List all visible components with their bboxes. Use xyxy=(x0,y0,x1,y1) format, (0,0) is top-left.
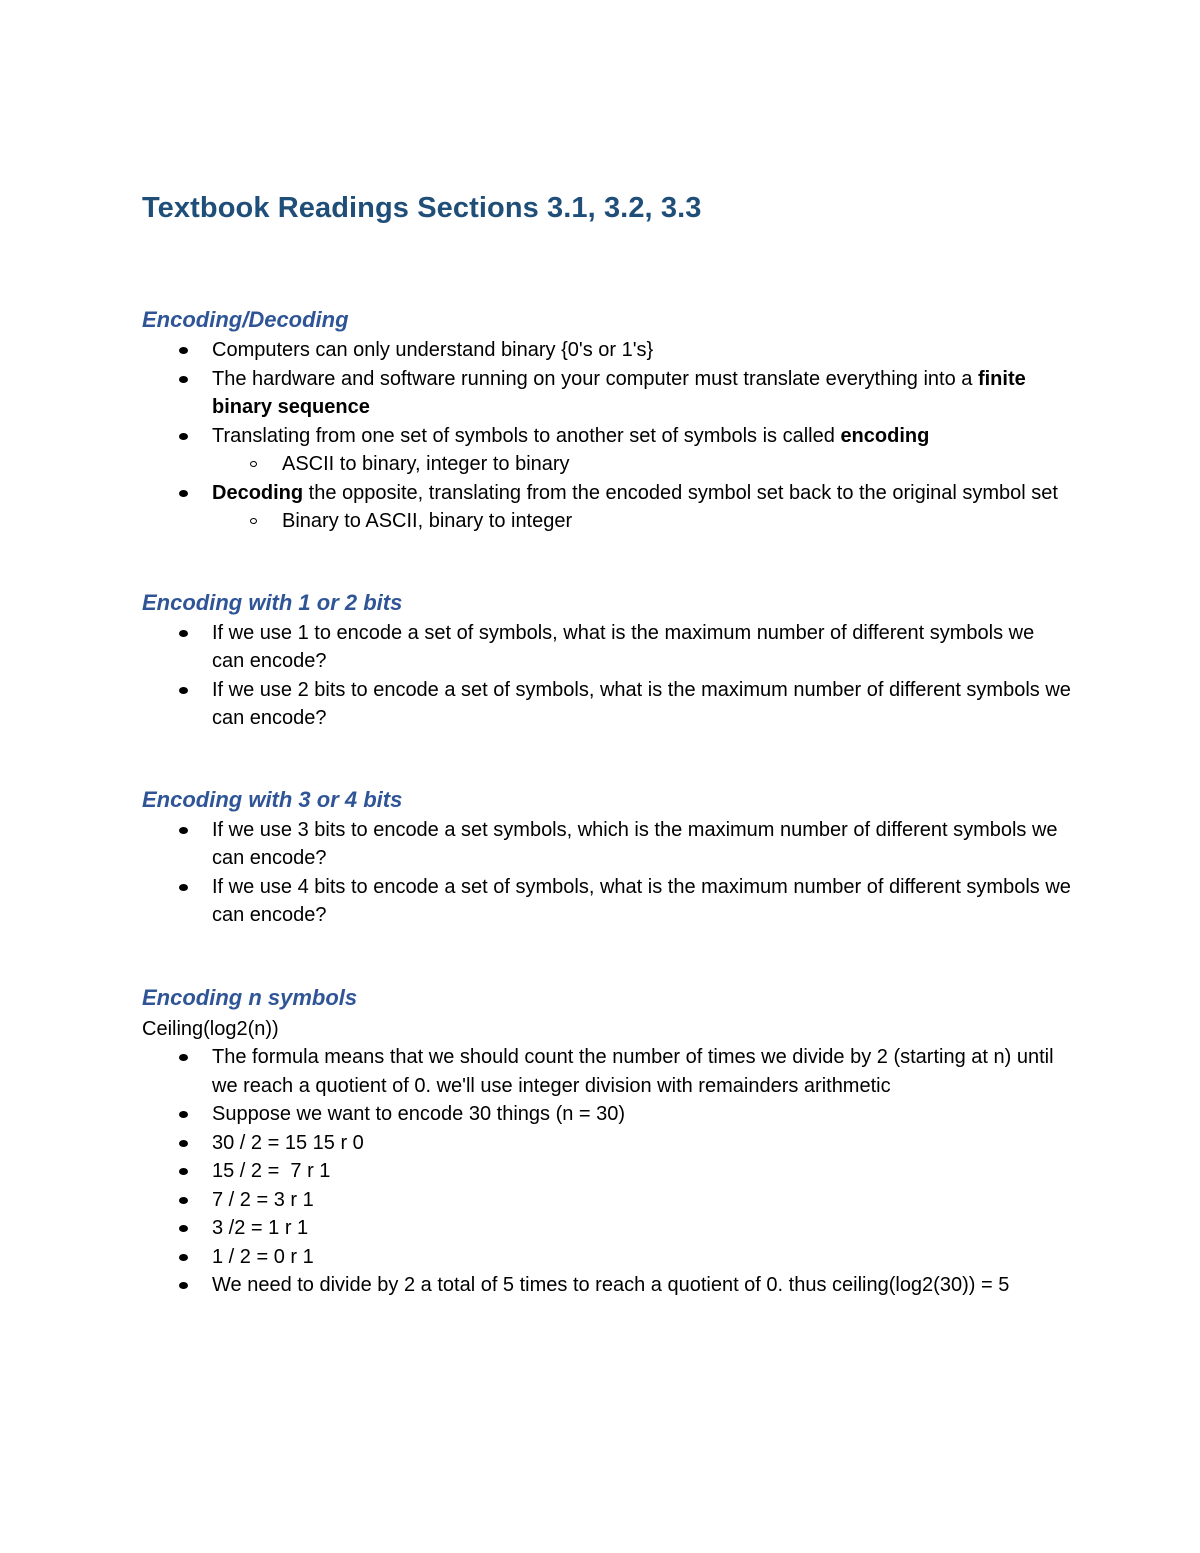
document-page xyxy=(142,188,1072,1300)
list-item: If we use 1 to encode a set of symbols, what is the maximum number of different symbols we can encode? xyxy=(142,619,1072,676)
bullet-icon xyxy=(179,1054,188,1061)
list-item: Translating from one set of symbols to another set of symbols is called encoding ASCII to binary, integer to binary xyxy=(142,422,1072,479)
bullet-icon xyxy=(179,1111,188,1118)
bullet-icon xyxy=(179,827,188,834)
list-item: 30 / 2 = 15 15 r 0 xyxy=(142,1129,1072,1158)
bullet-icon xyxy=(179,1254,188,1261)
list-item: Decoding the opposite, translating from the encoded symbol set back to the original symbol set Binary to ASCII, binary to integer xyxy=(142,479,1072,536)
circle-bullet-icon xyxy=(250,461,257,467)
sub-list xyxy=(212,450,1072,479)
list-item: 7 / 2 = 3 r 1 xyxy=(142,1186,1072,1215)
list-item: 3 /2 = 1 r 1 xyxy=(142,1214,1072,1243)
bullet-icon xyxy=(179,687,188,694)
page-title: Textbook Readings Sections 3.1, 3.2, 3.3 xyxy=(142,192,702,224)
list-item: If we use 4 bits to encode a set of symbols, what is the maximum number of different symbols we can encode? xyxy=(142,873,1072,930)
circle-bullet-icon xyxy=(250,518,257,524)
bullet-icon xyxy=(179,433,188,440)
encoding-3-4-bits-list xyxy=(142,816,1072,930)
list-item: The hardware and software running on your computer must translate everything into a finite binary sequence xyxy=(142,365,1072,422)
section-heading-encoding-n-symbols: Encoding n symbols xyxy=(142,984,358,1010)
list-item: If we use 2 bits to encode a set of symbols, what is the maximum number of different symbols we can encode? xyxy=(142,676,1072,733)
bullet-icon xyxy=(179,347,188,354)
sub-list-item: Binary to ASCII, binary to integer xyxy=(212,507,1072,536)
list-item: Suppose we want to encode 30 things (n = 30) xyxy=(142,1100,1072,1129)
list-item: We need to divide by 2 a total of 5 times to reach a quotient of 0. thus ceiling(log2(30)) = 5 xyxy=(142,1271,1072,1300)
bullet-icon xyxy=(179,1225,188,1232)
bullet-icon xyxy=(179,884,188,891)
bullet-icon xyxy=(179,1140,188,1147)
bullet-icon xyxy=(179,1168,188,1175)
sub-list xyxy=(212,507,1072,536)
formula-text: Ceiling(log2(n)) xyxy=(142,1017,279,1040)
list-item: Computers can only understand binary {0's or 1's} xyxy=(142,336,1072,365)
section-heading-encoding-3-4-bits: Encoding with 3 or 4 bits xyxy=(142,786,403,812)
list-item: If we use 3 bits to encode a set symbols, which is the maximum number of different symbols we can encode? xyxy=(142,816,1072,873)
section-heading-encoding-1-2-bits: Encoding with 1 or 2 bits xyxy=(142,589,403,615)
encoding-n-symbols-list xyxy=(142,1043,1072,1300)
bullet-icon xyxy=(179,490,188,497)
list-item: The formula means that we should count the number of times we divide by 2 (starting at n) until we reach a quotient of 0. we'll use integer division with remainders arithmetic xyxy=(142,1043,1072,1100)
bullet-icon xyxy=(179,630,188,637)
encoding-1-2-bits-list xyxy=(142,619,1072,733)
bullet-icon xyxy=(179,1282,188,1289)
list-item: 15 / 2 = 7 r 1 xyxy=(142,1157,1072,1186)
section-heading-encoding-decoding: Encoding/Decoding xyxy=(142,307,349,332)
encoding-decoding-list xyxy=(142,336,1072,536)
list-item: 1 / 2 = 0 r 1 xyxy=(142,1243,1072,1272)
bullet-icon xyxy=(179,1197,188,1204)
bullet-icon xyxy=(179,376,188,383)
sub-list-item: ASCII to binary, integer to binary xyxy=(212,450,1072,479)
